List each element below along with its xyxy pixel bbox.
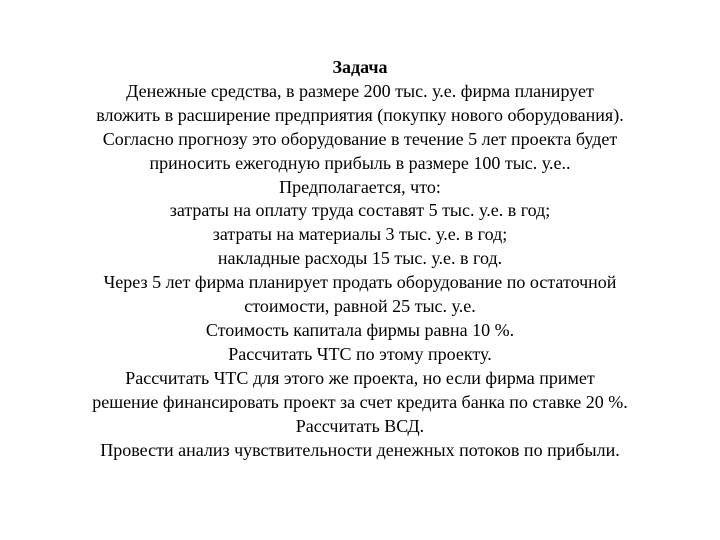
task-line: вложить в расширение предприятия (покупку нового оборудования).: [96, 104, 624, 125]
task-line: Рассчитать ЧТС по этому проекту.: [228, 343, 492, 364]
task-line: Денежные средства, в размере 200 тыс. у.е. фирма планирует: [126, 80, 594, 101]
task-line: приносить ежегодную прибыль в размере 100 тыс. у.е..: [149, 152, 571, 173]
task-line: Через 5 лет фирма планирует продать оборудование по остаточной: [103, 272, 617, 293]
task-line: накладные расходы 15 тыс. у.е. в год.: [217, 248, 503, 269]
task-line: Провести анализ чувствительности денежных потоков по прибыли.: [100, 439, 620, 460]
task-text-block: [40, 56, 680, 462]
task-line: Согласно прогнозу это оборудование в течение 5 лет проекта будет: [102, 128, 618, 149]
task-title: Задача: [332, 57, 388, 77]
task-line: стоимости, равной 25 тыс. у.е.: [244, 296, 476, 317]
task-line: решение финансировать проект за счет кредита банка по ставке 20 %.: [92, 391, 628, 412]
task-line: затраты на материалы 3 тыс. у.е. в год;: [212, 224, 508, 245]
task-line: Рассчитать ЧТС для этого же проекта, но если фирма примет: [125, 367, 595, 388]
task-line: Рассчитать ВСД.: [295, 415, 425, 436]
task-line: Стоимость капитала фирмы равна 10 %.: [205, 319, 515, 340]
task-line: затраты на оплату труда составят 5 тыс. у.е. в год;: [169, 200, 551, 221]
task-line: Предполагается, что:: [279, 176, 441, 197]
